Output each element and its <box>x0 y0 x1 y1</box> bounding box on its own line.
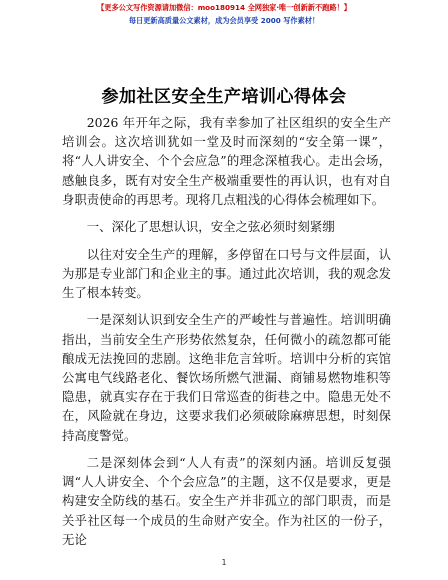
promo-banner-line-1: 【更多公文写作资源请加微信：moo180914 全网独家·唯一创新新不跑路！】 <box>97 3 351 12</box>
body-paragraph: 一是深刻认识到安全生产的严峻性与普遍性。培训明确指出，当前安全生产形势依然复杂，任何微小的疏忽都可能酿成无法挽回的悲剧。这绝非危言耸听。培训中分析的宾馆公寓电气线路老化、餐饮场所燃气泄漏、商铺易燃物堆积等隐患，就真实存在于我们日常巡查的街巷之中。隐患无处不在，风险就在身边，这要求我们必须破除麻痹思想，时刻保持高度警觉。 <box>62 312 391 443</box>
promo-banner-line-2: 每日更新高质量公文素材，成为会员享受 2000 写作素材！ <box>128 16 320 25</box>
section-heading-1: 一、深化了思想认识，安全之弦必须时刻紧绷 <box>86 219 335 235</box>
page-number: 1 <box>221 558 227 567</box>
body-paragraph: 以往对安全生产的理解，多停留在口号与文件层面，认为那是专业部门和企业主的事。通过此次培训，我的观念发生了根本转变。 <box>62 246 391 300</box>
document-title: 参加社区安全生产培训心得体会 <box>101 87 347 107</box>
body-paragraph: 二是深刻体会到“人人有责”的深刻内涵。培训反复强调“人人讲安全、个个会应急”的主题，这不仅是要求，更是构建安全防线的基石。安全生产并非孤立的部门职责，而是关乎社区每一个成员的生命财产安全。作为社区的一份子，无论 <box>62 455 391 547</box>
document-body <box>62 113 391 557</box>
intro-paragraph: 2026 年开年之际，我有幸参加了社区组织的安全生产培训会。这次培训犹如一堂及时而深刻的“安全第一课”，将“人人讲安全、个个会应急”的理念深植我心。走出会场，感触良多，既有对安全生产极端重要性的再认识，也有对自身职责使命的再思考。现将几点粗浅的心得体会梳理如下。 <box>62 115 391 207</box>
